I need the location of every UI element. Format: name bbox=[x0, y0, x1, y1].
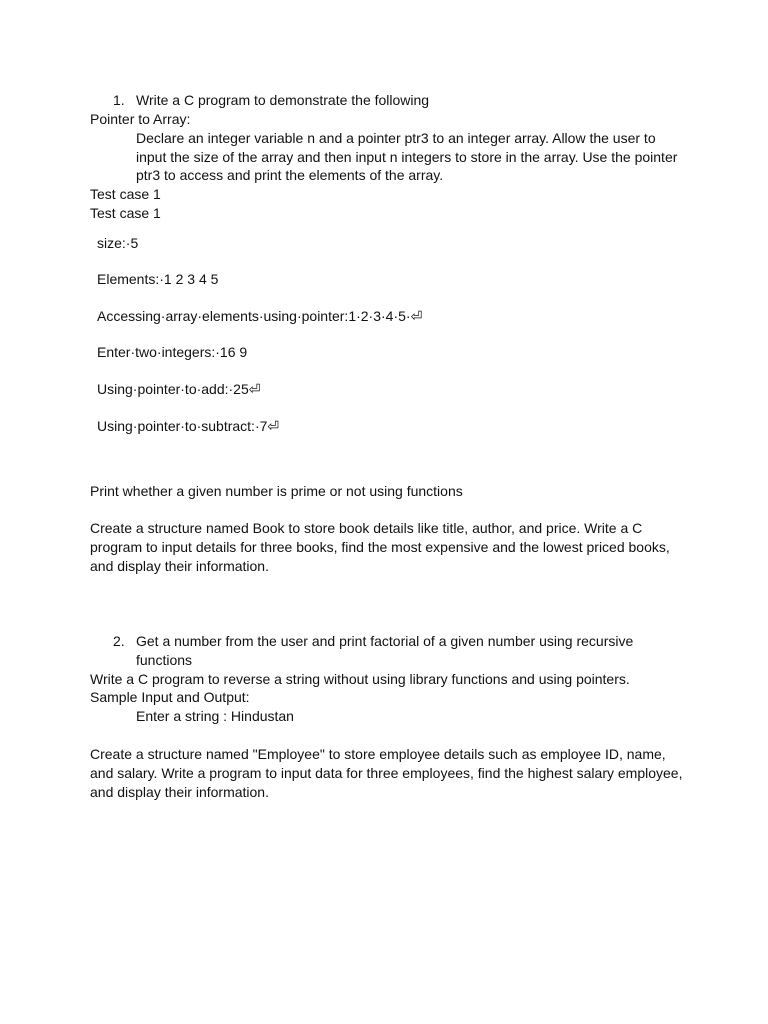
sample-heading: Sample Input and Output: bbox=[90, 689, 250, 705]
pointer-desc-line-1: Declare an integer variable n and a pointer ptr3 to an integer array. Allow the user to bbox=[136, 130, 656, 146]
sample-line: Enter a string : Hindustan bbox=[136, 708, 294, 724]
test-case-subtract: Using·pointer·to·subtract:·7⏎ bbox=[97, 418, 280, 434]
test-case-enter-integers: Enter·two·integers:·16 9 bbox=[97, 344, 248, 360]
employee-task-line-2: and salary. Write a program to input data for three employees, find the highest salary employee, bbox=[90, 765, 683, 781]
test-case-elements: Elements:·1 2 3 4 5 bbox=[97, 271, 219, 287]
test-case-label-1: Test case 1 bbox=[90, 186, 161, 202]
test-case-add: Using·pointer·to·add:·25⏎ bbox=[97, 381, 261, 397]
test-case-size: size:·5 bbox=[97, 235, 139, 251]
item-2-title-line-1: Get a number from the user and print factorial of a given number using recursive bbox=[136, 633, 634, 649]
employee-task-line-3: and display their information. bbox=[90, 784, 269, 800]
book-task-line-1: Create a structure named Book to store book details like title, author, and price. Write a C bbox=[90, 520, 643, 536]
item-1-number: 1. bbox=[113, 92, 125, 108]
book-task-line-3: and display their information. bbox=[90, 558, 269, 574]
pointer-desc-line-2: input the size of the array and then input n integers to store in the array. Use the pointer bbox=[136, 149, 678, 165]
book-task-line-2: program to input details for three books, find the most expensive and the lowest priced books, bbox=[90, 539, 670, 555]
test-case-label-2: Test case 1 bbox=[90, 205, 161, 221]
item-1-title: Write a C program to demonstrate the following bbox=[136, 92, 430, 108]
prime-task: Print whether a given number is prime or not using functions bbox=[90, 483, 463, 499]
employee-task-line-1: Create a structure named "Employee" to store employee details such as employee ID, name, bbox=[90, 746, 666, 762]
item-2-number: 2. bbox=[113, 633, 125, 649]
pointer-desc-line-3: ptr3 to access and print the elements of the array. bbox=[136, 167, 444, 183]
pointer-heading: Pointer to Array: bbox=[90, 111, 191, 127]
item-2-title-line-2: functions bbox=[136, 652, 193, 668]
reverse-task: Write a C program to reverse a string without using library functions and using pointers. bbox=[90, 671, 630, 687]
test-case-accessing: Accessing·array·elements·using·pointer:1·2·3·4·5·⏎ bbox=[97, 308, 423, 324]
